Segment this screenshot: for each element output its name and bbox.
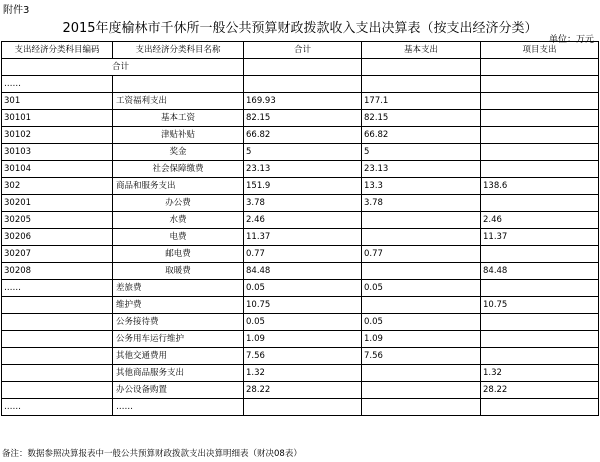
table-row [2, 348, 599, 365]
name-cell: 商品和服务支出 [113, 178, 244, 195]
table-row [2, 314, 599, 331]
table-row [2, 127, 599, 144]
project-cell [481, 399, 599, 416]
project-cell: 10.75 [481, 297, 599, 314]
total-cell: 1.09 [244, 331, 362, 348]
basic-cell: 3.78 [362, 195, 481, 212]
total-cell: 0.77 [244, 246, 362, 263]
table-row [2, 229, 599, 246]
basic-cell: 0.77 [362, 246, 481, 263]
table-row [2, 280, 599, 297]
table-row [2, 212, 599, 229]
code-cell [2, 365, 113, 382]
basic-cell [362, 229, 481, 246]
table-header-row [2, 42, 599, 59]
table-row [2, 331, 599, 348]
total-cell: 0.05 [244, 280, 362, 297]
code-cell: …… [2, 280, 113, 297]
total-cell: 7.56 [244, 348, 362, 365]
name-cell: 其他交通费用 [113, 348, 244, 365]
header-name: 支出经济分类科目名称 [113, 42, 244, 59]
project-cell: 138.6 [481, 178, 599, 195]
expenditure-table [1, 41, 599, 416]
table-row [2, 246, 599, 263]
code-cell: 302 [2, 178, 113, 195]
total-cell: 151.9 [244, 178, 362, 195]
basic-cell [362, 382, 481, 399]
basic-cell: 66.82 [362, 127, 481, 144]
name-cell: 差旅费 [113, 280, 244, 297]
basic-cell: 7.56 [362, 348, 481, 365]
name-cell: 办公费 [113, 195, 244, 212]
footnote: 备注：数据参照决算报表中一般公共预算财政拨款支出决算明细表（财决08表） [2, 449, 302, 459]
name-cell: 电费 [113, 229, 244, 246]
table-row [2, 297, 599, 314]
name-cell: 津贴补贴 [113, 127, 244, 144]
total-cell: 11.37 [244, 229, 362, 246]
basic-cell: 0.05 [362, 314, 481, 331]
name-cell: 办公设备购置 [113, 382, 244, 399]
project-cell [481, 246, 599, 263]
basic-cell [362, 76, 481, 93]
total-cell: 66.82 [244, 127, 362, 144]
total-cell: 23.13 [244, 161, 362, 178]
total-cell [244, 399, 362, 416]
basic-cell: 0.05 [362, 280, 481, 297]
total-cell: 0.05 [244, 314, 362, 331]
code-cell [2, 331, 113, 348]
code-cell: 30101 [2, 110, 113, 127]
table-row [2, 399, 599, 416]
basic-cell: 82.15 [362, 110, 481, 127]
total-cell: 1.32 [244, 365, 362, 382]
total-cell: 169.93 [244, 93, 362, 110]
basic-cell: 5 [362, 144, 481, 161]
table-row [2, 76, 599, 93]
table-row [2, 263, 599, 280]
total-cell: 10.75 [244, 297, 362, 314]
name-cell: 奖金 [113, 144, 244, 161]
project-cell [481, 144, 599, 161]
code-cell: 30103 [2, 144, 113, 161]
table-row [2, 144, 599, 161]
unit-label: 单位：万元 [548, 35, 594, 45]
table-row [2, 178, 599, 195]
total-cell: 2.46 [244, 212, 362, 229]
basic-cell [362, 212, 481, 229]
code-cell: 30206 [2, 229, 113, 246]
project-cell [481, 280, 599, 297]
name-cell: 公务用车运行维护 [113, 331, 244, 348]
header-total: 合计 [244, 42, 362, 59]
code-cell: 30201 [2, 195, 113, 212]
name-cell: 取暖费 [113, 263, 244, 280]
project-cell: 2.46 [481, 212, 599, 229]
project-cell [481, 76, 599, 93]
document-title: 2015年度榆林市千休所一般公共预算财政拨款收入支出决算表（按支出经济分类） [62, 21, 538, 36]
code-cell: 30102 [2, 127, 113, 144]
project-cell: 28.22 [481, 382, 599, 399]
code-cell [2, 297, 113, 314]
code-cell [2, 382, 113, 399]
table-row [2, 161, 599, 178]
code-cell [2, 314, 113, 331]
name-cell: 基本工资 [113, 110, 244, 127]
project-cell: 11.37 [481, 229, 599, 246]
attachment-label: 附件3 [3, 5, 30, 16]
name-cell: 维护费 [113, 297, 244, 314]
basic-cell: 23.13 [362, 161, 481, 178]
code-cell: …… [2, 399, 113, 416]
basic-cell [362, 59, 481, 76]
code-cell [2, 348, 113, 365]
name-cell [113, 76, 244, 93]
project-cell [481, 348, 599, 365]
project-cell [481, 314, 599, 331]
name-cell: …… [113, 399, 244, 416]
table-row [2, 110, 599, 127]
basic-cell [362, 365, 481, 382]
table-row [2, 365, 599, 382]
name-cell: 工资福利支出 [113, 93, 244, 110]
code-cell: 30207 [2, 246, 113, 263]
total-cell: 28.22 [244, 382, 362, 399]
code-cell: 30104 [2, 161, 113, 178]
project-cell [481, 161, 599, 178]
name-cell: 公务接待费 [113, 314, 244, 331]
basic-cell: 1.09 [362, 331, 481, 348]
project-cell [481, 110, 599, 127]
project-cell: 84.48 [481, 263, 599, 280]
project-cell [481, 331, 599, 348]
header-code: 支出经济分类科目编码 [2, 42, 113, 59]
basic-cell [362, 399, 481, 416]
total-label: 合计 [2, 59, 244, 76]
basic-cell: 177.1 [362, 93, 481, 110]
total-cell: 84.48 [244, 263, 362, 280]
code-cell: 301 [2, 93, 113, 110]
basic-cell [362, 297, 481, 314]
basic-cell: 13.3 [362, 178, 481, 195]
total-cell: 82.15 [244, 110, 362, 127]
code-cell: 30205 [2, 212, 113, 229]
table-row [2, 382, 599, 399]
name-cell: 水费 [113, 212, 244, 229]
total-row [2, 59, 599, 76]
code-cell: 30208 [2, 263, 113, 280]
project-cell [481, 59, 599, 76]
name-cell: 邮电费 [113, 246, 244, 263]
name-cell: 社会保障缴费 [113, 161, 244, 178]
total-cell: 3.78 [244, 195, 362, 212]
table-row [2, 93, 599, 110]
total-cell: 5 [244, 144, 362, 161]
basic-cell [362, 263, 481, 280]
total-cell [244, 76, 362, 93]
project-cell: 1.32 [481, 365, 599, 382]
table-row [2, 195, 599, 212]
code-cell: …… [2, 76, 113, 93]
name-cell: 其他商品服务支出 [113, 365, 244, 382]
header-basic: 基本支出 [362, 42, 481, 59]
project-cell [481, 195, 599, 212]
total-cell [244, 59, 362, 76]
header-project: 项目支出 [481, 42, 599, 59]
project-cell [481, 93, 599, 110]
project-cell [481, 127, 599, 144]
